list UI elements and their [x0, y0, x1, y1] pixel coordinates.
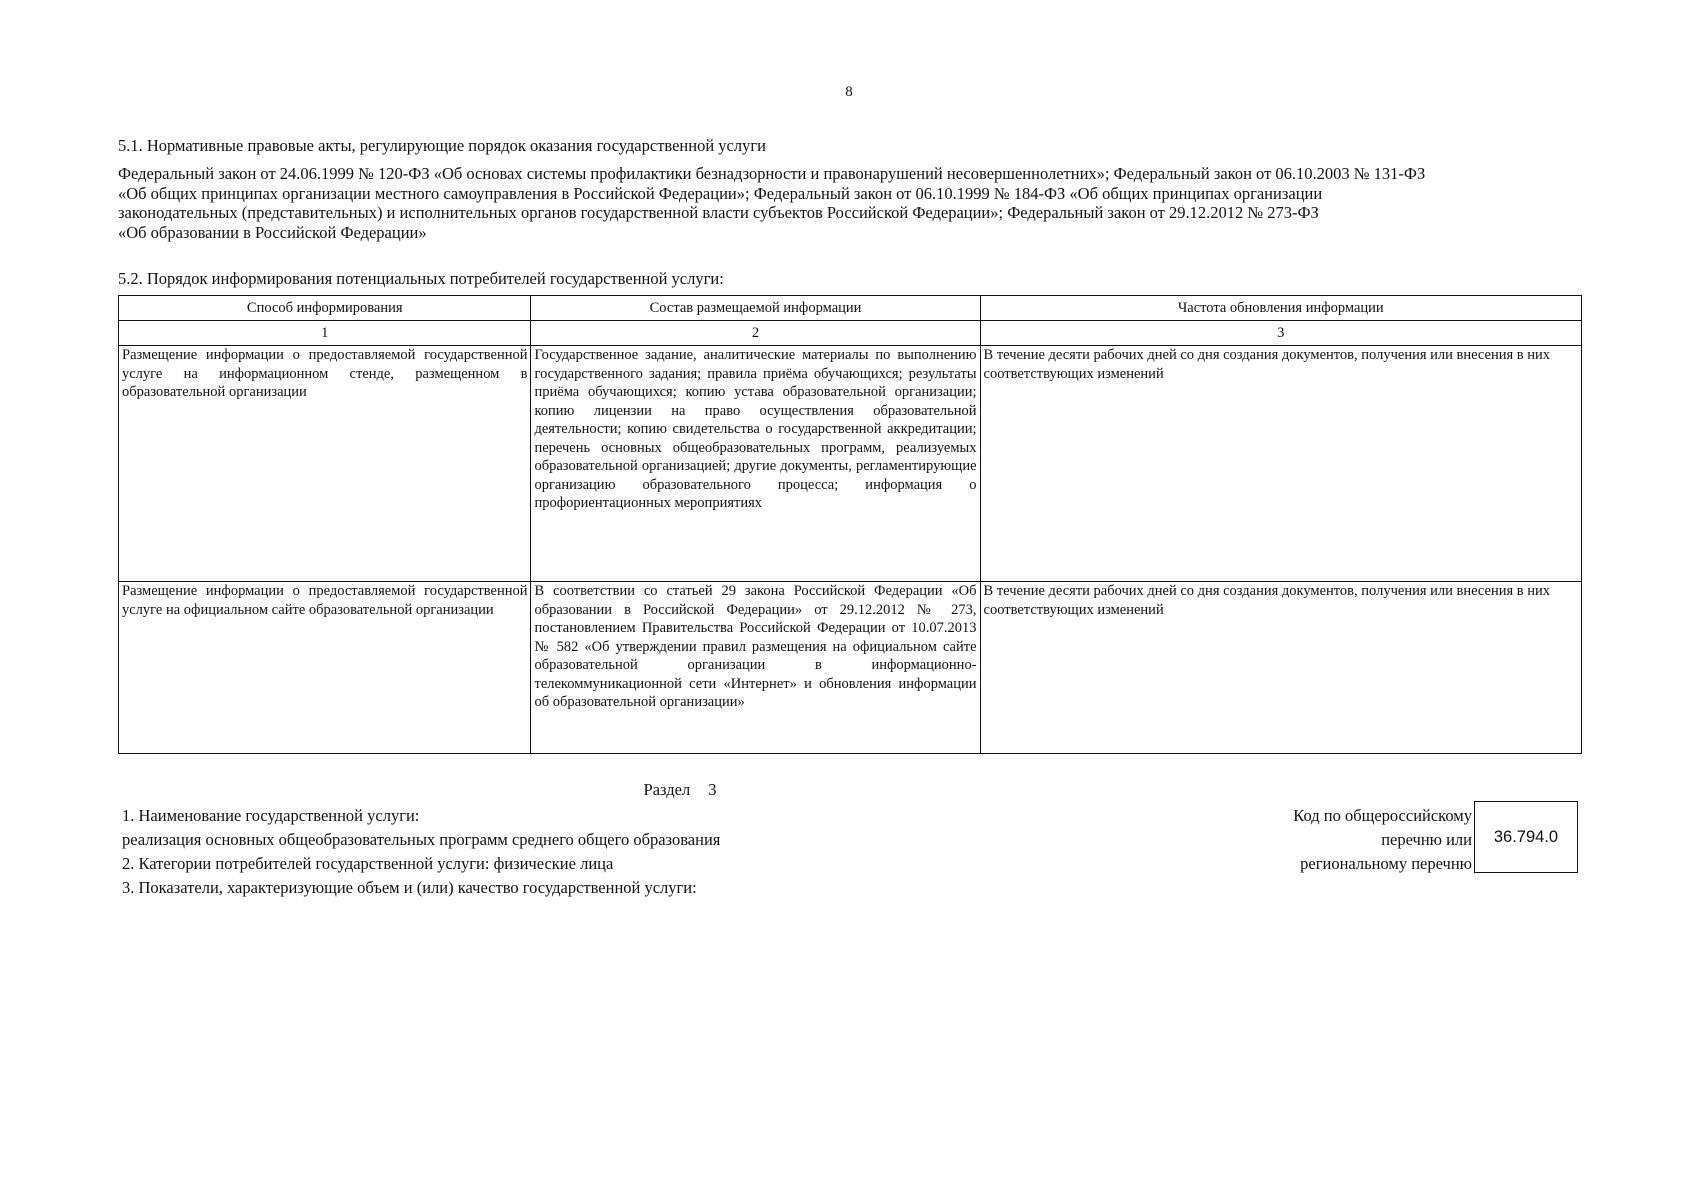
laws-line: законодательных (представительных) и исполнительных органов государственной власти субъектов Российской Федерации»; Федеральный закон от 29.12.2012 № 273-ФЗ [118, 203, 1319, 222]
table-header-row [119, 296, 1582, 321]
page-number: 8 [845, 84, 853, 100]
code-label-line: Код по общероссийскому [1293, 806, 1472, 825]
section-title-number: 3 [708, 780, 717, 799]
section-title [0, 780, 1360, 800]
cell-content: Государственное задание, аналитические материалы по выполнению государственного задания; правила приёма обучающихся; результаты приёма обучающихся; копию устава образовательной организации; копию лицензии на право осуществления образовательной деятельности; копию свидетельства о государственной аккредитации; перечень основных общеобразовательных программ, реализуемых образовательной организацией; другие документы, регламентирующие организацию образовательного процесса; информация о профориентационных мероприятиях [531, 346, 980, 582]
service-code-box: 36.794.0 [1474, 801, 1578, 873]
cell-content: В соответствии со статьей 29 закона Российской Федерации «Об образовании в Российской Федерации» от 29.12.2012 № 273, постановлением Правительства Российской Федерации от 10.07.2013 № 582 «Об утверждении правил размещения на официальном сайте образовательной организации в информационно-телекоммуникационной сети «Интернет» и обновления информации об образовательной организации» [531, 582, 980, 754]
column-number: 2 [531, 321, 980, 346]
section-5-1-heading: 5.1. Нормативные правовые акты, регулирующие порядок оказания государственной услуги [118, 136, 766, 155]
table-row [119, 582, 1582, 754]
table-row [119, 346, 1582, 582]
laws-line: Федеральный закон от 24.06.1999 № 120-ФЗ «Об основах системы профилактики безнадзорности и правонарушений несовершеннолетних»; Федеральный закон от 06.10.2003 № 131-ФЗ [118, 164, 1426, 183]
cell-method: Размещение информации о предоставляемой государственной услуге на информационном стенде, размещенном в образовательной организации [119, 346, 531, 582]
header-frequency: Частота обновления информации [980, 296, 1581, 321]
service-name-label: 1. Наименование государственной услуги: [122, 806, 420, 825]
code-label-line: перечню или [1381, 830, 1472, 849]
laws-line: «Об образовании в Российской Федерации» [118, 222, 427, 242]
cell-method: Размещение информации о предоставляемой государственной услуге на официальном сайте образовательной организации [119, 582, 531, 754]
consumer-categories: 2. Категории потребителей государственной услуги: физические лица [122, 854, 614, 873]
service-name-value: реализация основных общеобразовательных программ среднего общего образования [122, 830, 721, 849]
code-label-line: региональному перечню [1300, 854, 1472, 873]
laws-line: «Об общих принципах организации местного самоуправления в Российской Федерации»; Федеральный закон от 06.10.1999 № 184-ФЗ «Об общих принципах организации [118, 183, 1323, 203]
column-number: 3 [980, 321, 1581, 346]
informing-table [118, 295, 1582, 754]
section-title-word: Раздел [643, 780, 691, 799]
section-5-2-heading: 5.2. Порядок информирования потенциальных потребителей государственной услуги: [118, 269, 724, 288]
indicators-heading: 3. Показатели, характеризующие объем и (или) качество государственной услуги: [122, 878, 697, 897]
cell-frequency: В течение десяти рабочих дней со дня создания документов, получения или внесения в них соответствующих изменений [980, 582, 1581, 754]
header-content: Состав размещаемой информации [531, 296, 980, 321]
table-number-row [119, 321, 1582, 346]
cell-frequency: В течение десяти рабочих дней со дня создания документов, получения или внесения в них соответствующих изменений [980, 346, 1581, 582]
column-number: 1 [119, 321, 531, 346]
laws-paragraph [118, 164, 1588, 242]
header-method: Способ информирования [119, 296, 531, 321]
